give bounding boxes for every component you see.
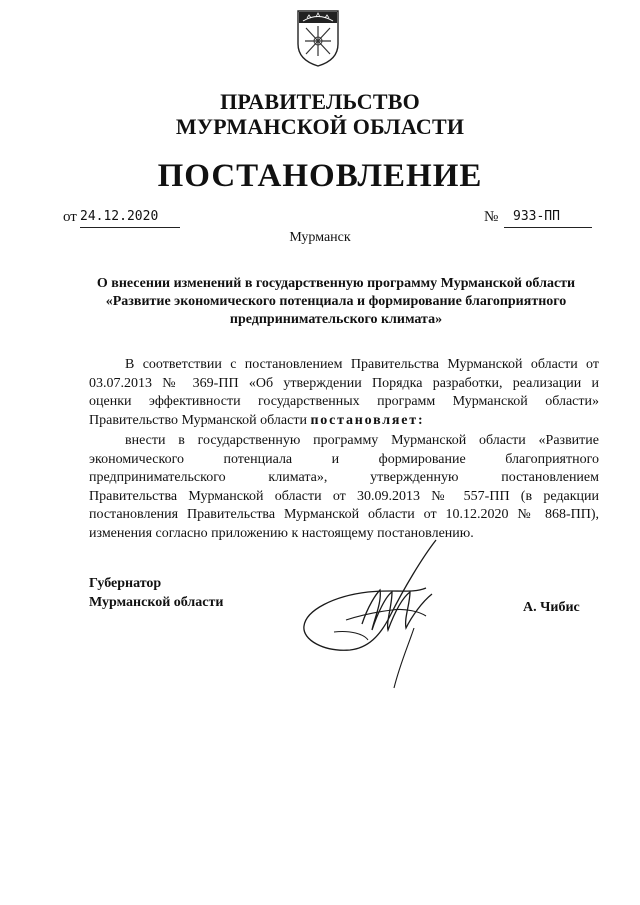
document-title xyxy=(70,275,602,329)
paragraph-line: постановления Правительства Мурманской области от 10.12.2020 № 868-ПП), xyxy=(89,507,599,523)
paragraph-line: предпринимательского климата», утвержденную постановлением xyxy=(89,470,599,486)
signatory-position xyxy=(89,574,223,612)
date-underline xyxy=(80,227,180,228)
paragraph-line-text: Правительство Мурманской области xyxy=(89,412,307,428)
signatory-position-line1: Губернатор xyxy=(89,576,162,591)
date-field xyxy=(63,208,183,230)
title-line: О внесении изменений в государственную программу Мурманской области xyxy=(96,276,576,291)
paragraph-line xyxy=(89,412,599,431)
paragraph-preamble xyxy=(89,356,599,430)
number-underline xyxy=(504,227,592,228)
coat-of-arms-icon xyxy=(295,8,341,68)
signatory-name: А. Чибис xyxy=(523,600,580,615)
paragraph-line: оценки эффективности государственных программ Мурманской области» xyxy=(89,394,599,410)
number-field xyxy=(484,208,594,230)
date-prefix: от xyxy=(63,209,77,225)
paragraph-line: 03.07.2013 № 369-ПП «Об утверждении Порядка разработки, реализации и xyxy=(89,375,599,391)
resolves-word: постановляет: xyxy=(310,412,425,428)
date-value: 24.12.2020 xyxy=(80,209,159,224)
paragraph-resolution xyxy=(89,432,599,544)
org-name-line1: ПРАВИТЕЛЬСТВО xyxy=(220,89,420,114)
title-line: предпринимательского климата» xyxy=(229,312,443,327)
city: Мурманск xyxy=(289,230,351,245)
paragraph-line: Правительства Мурманской области от 30.09.2013 № 557-ПП (в редакции xyxy=(89,488,599,504)
title-line: «Развитие экономического потенциала и формирование благоприятного xyxy=(105,294,567,309)
paragraph-line: внести в государственную программу Мурманской области «Развитие xyxy=(125,433,599,448)
number-value: 933-ПП xyxy=(513,209,560,224)
signatory-position-line2: Мурманской области xyxy=(89,595,224,610)
paragraph-line: изменения согласно приложению к настоящему постановлению. xyxy=(89,525,474,541)
document-type: ПОСТАНОВЛЕНИЕ xyxy=(157,158,483,194)
paragraph-line: экономического потенциала и формирование благоприятного xyxy=(89,451,599,467)
paragraph-line: В соответствии с постановлением Правительства Мурманской области от xyxy=(125,357,599,372)
number-prefix: № xyxy=(484,209,499,225)
org-name-line2: МУРМАНСКОЙ ОБЛАСТИ xyxy=(175,114,465,139)
handwritten-signature xyxy=(294,532,464,694)
